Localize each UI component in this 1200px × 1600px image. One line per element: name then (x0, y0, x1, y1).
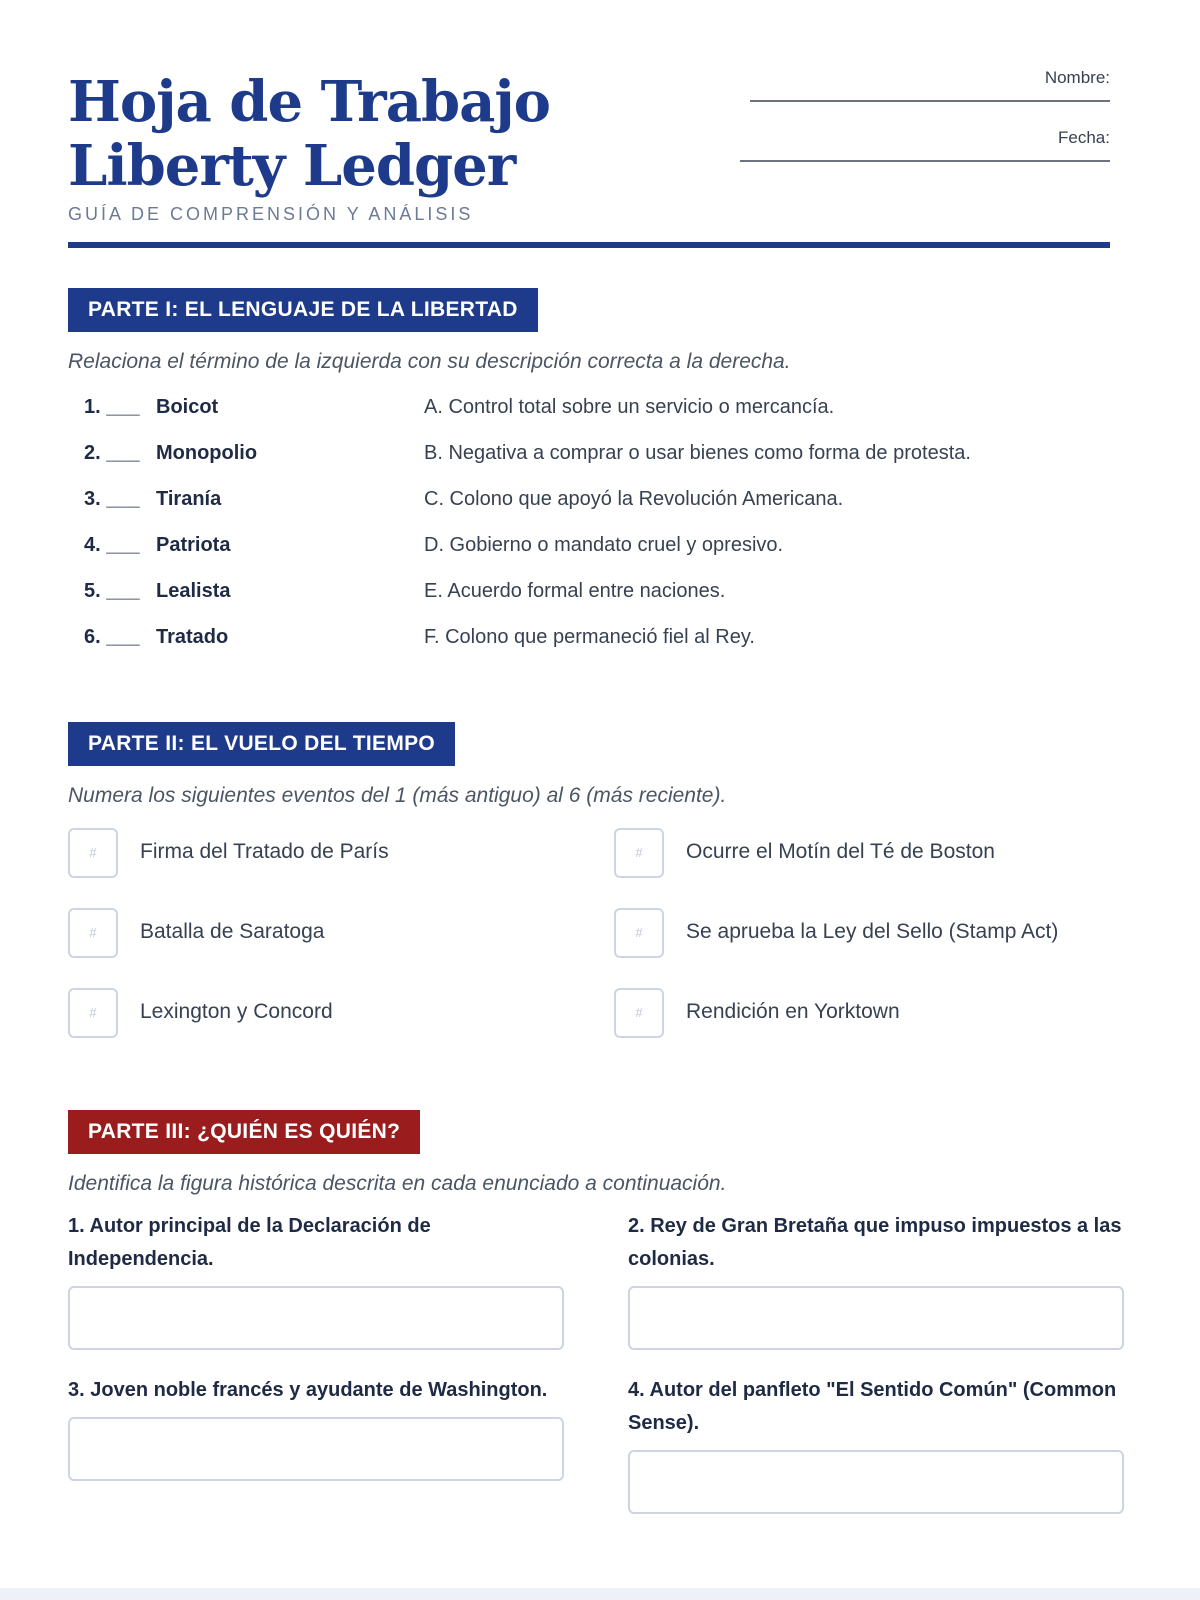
part3-heading: PARTE III: ¿QUIÉN ES QUIÉN? (68, 1110, 420, 1154)
part1-section (68, 288, 1110, 664)
part3-instruction: Identifica la figura histórica descrita en cada enunciado a continuación. (68, 1172, 727, 1195)
name-label: Nombre: (1044, 68, 1110, 87)
match-term: Lealista (156, 580, 231, 602)
timeline-item (68, 988, 568, 1044)
order-input[interactable]: # (68, 908, 118, 958)
match-row (68, 434, 1110, 480)
match-number[interactable]: 2. ___ (84, 442, 140, 464)
match-row (68, 388, 1110, 434)
part2-section (68, 722, 1110, 1068)
question-text: 4. Autor del panfleto "El Sentido Común" (Common Sense). (628, 1379, 1117, 1434)
question-item (68, 1374, 564, 1481)
question-text: 1. Autor principal de la Declaración de Independencia. (68, 1215, 431, 1270)
part2-heading: PARTE II: EL VUELO DEL TIEMPO (68, 722, 455, 766)
match-number[interactable]: 1. ___ (84, 396, 140, 418)
timeline-grid (68, 828, 1110, 1068)
match-number[interactable]: 3. ___ (84, 488, 140, 510)
event-label: Ocurre el Motín del Té de Boston (686, 840, 995, 863)
question-text: 3. Joven noble francés y ayudante de Washington. (68, 1379, 548, 1401)
timeline-item (68, 908, 568, 964)
part1-heading: PARTE I: EL LENGUAJE DE LA LIBERTAD (68, 288, 538, 332)
timeline-item (68, 828, 568, 884)
match-term: Monopolio (156, 442, 258, 464)
page-subtitle: GUÍA DE COMPRENSIÓN Y ANÁLISIS (68, 204, 474, 224)
event-label: Lexington y Concord (140, 1000, 333, 1023)
date-field[interactable] (740, 128, 1110, 162)
worksheet-header (68, 60, 1110, 242)
question-item (68, 1210, 564, 1350)
match-row (68, 480, 1110, 526)
question-grid (68, 1210, 1122, 1540)
timeline-item (614, 828, 1114, 884)
match-definition: B. Negativa a comprar o usar bienes como forma de protesta. (424, 442, 971, 464)
name-field[interactable] (750, 68, 1110, 102)
part2-instruction: Numera los siguientes eventos del 1 (más antiguo) al 6 (más reciente). (68, 784, 727, 807)
match-number[interactable]: 4. ___ (84, 534, 140, 556)
name-line[interactable] (750, 100, 1110, 102)
order-input[interactable]: # (68, 988, 118, 1038)
match-term: Tratado (156, 626, 229, 648)
order-input[interactable]: # (614, 908, 664, 958)
order-input[interactable]: # (614, 828, 664, 878)
match-definition: A. Control total sobre un servicio o mercancía. (424, 396, 835, 418)
match-term: Boicot (156, 396, 219, 418)
part3-section (68, 1110, 1122, 1540)
date-label: Fecha: (1058, 128, 1110, 147)
match-definition: F. Colono que permaneció fiel al Rey. (424, 626, 755, 648)
event-label: Batalla de Saratoga (140, 920, 325, 943)
match-definition: C. Colono que apoyó la Revolución Americana. (424, 488, 844, 510)
match-row (68, 572, 1110, 618)
answer-input[interactable] (68, 1286, 564, 1350)
match-definition: D. Gobierno o mandato cruel y opresivo. (424, 534, 784, 556)
timeline-item (614, 908, 1114, 964)
order-input[interactable]: # (68, 828, 118, 878)
event-label: Se aprueba la Ley del Sello (Stamp Act) (686, 920, 1059, 943)
match-number[interactable]: 5. ___ (84, 580, 140, 602)
match-definition: E. Acuerdo formal entre naciones. (424, 580, 726, 602)
header-divider (68, 242, 1110, 248)
answer-input[interactable] (68, 1417, 564, 1481)
question-item (628, 1374, 1124, 1514)
answer-input[interactable] (628, 1286, 1124, 1350)
question-text: 2. Rey de Gran Bretaña que impuso impuestos a las colonias. (628, 1215, 1122, 1270)
event-label: Rendición en Yorktown (686, 1000, 900, 1023)
page-title: Hoja de Trabajo Liberty Ledger (68, 69, 551, 199)
order-input[interactable]: # (614, 988, 664, 1038)
match-row (68, 618, 1110, 664)
match-row (68, 526, 1110, 572)
answer-input[interactable] (628, 1450, 1124, 1514)
match-term: Patriota (156, 534, 231, 556)
match-term: Tiranía (156, 488, 222, 510)
timeline-item (614, 988, 1114, 1044)
date-line[interactable] (740, 160, 1110, 162)
match-number[interactable]: 6. ___ (84, 626, 140, 648)
question-item (628, 1210, 1124, 1350)
event-label: Firma del Tratado de París (140, 840, 389, 863)
part1-instruction: Relaciona el término de la izquierda con su descripción correcta a la derecha. (68, 350, 791, 373)
